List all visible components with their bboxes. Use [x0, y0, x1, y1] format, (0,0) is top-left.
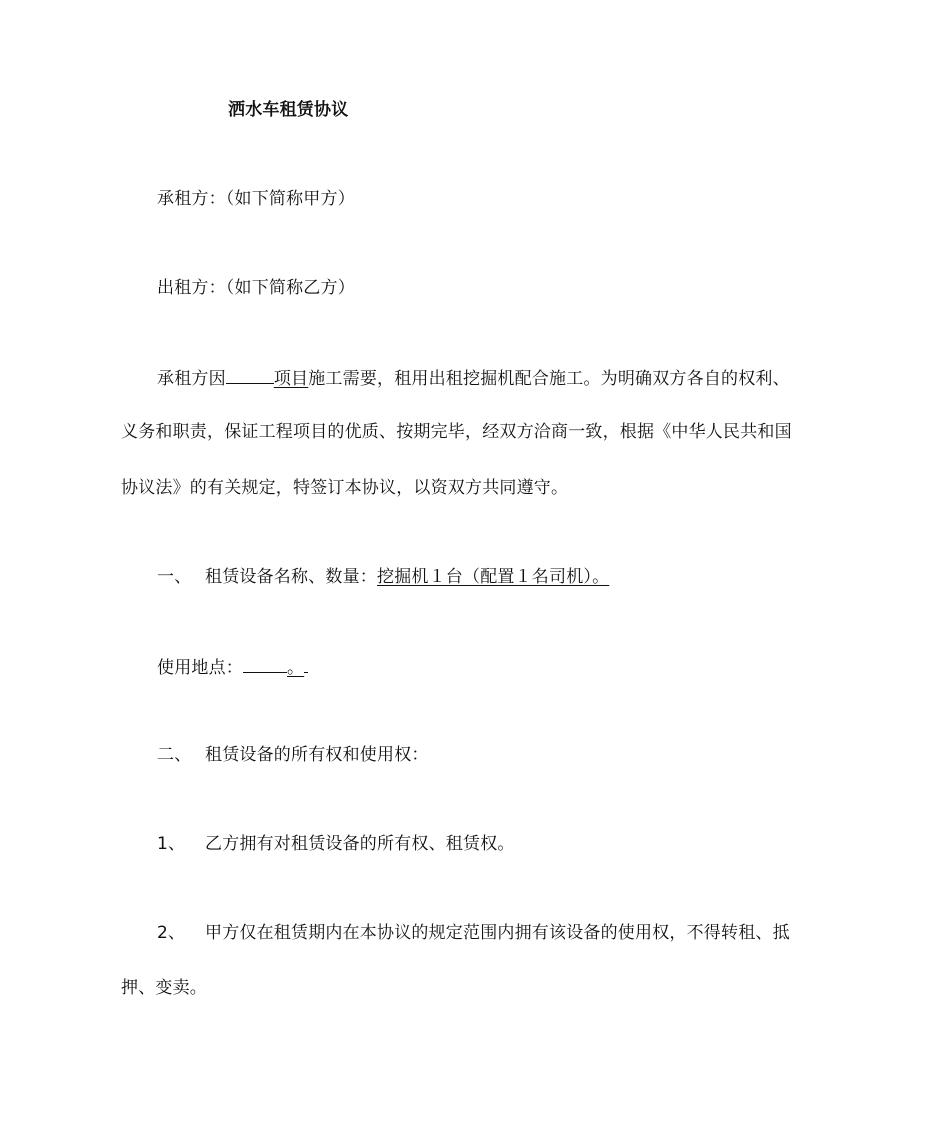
intro-project-word: 项目: [273, 369, 309, 389]
intro-line-1: [157, 365, 790, 391]
section-1-number: 一、: [157, 567, 192, 587]
intro-rest: 施工需要，租用出租挖掘机配合施工。为明确双方各自的权利、: [308, 369, 790, 389]
lessee-line: 承租方：（如下简称甲方）: [157, 189, 355, 209]
location-label: 使用地点：: [157, 658, 243, 678]
item-2-text: 甲方仅在租赁期内在本协议的规定范围内拥有该设备的使用权，不得转租、抵: [205, 923, 790, 943]
item-2-number: 2、: [157, 923, 186, 943]
item-1-number: 1、: [157, 834, 186, 854]
project-blank: [226, 365, 274, 384]
section-1: [157, 565, 609, 589]
section-1-label: 租赁设备名称、数量：: [205, 567, 377, 587]
section-2: [157, 743, 429, 767]
section-2-label: 租赁设备的所有权和使用权：: [205, 745, 429, 765]
item-1-text: 乙方拥有对租赁设备的所有权、租赁权。: [205, 834, 515, 854]
lessor-line: 出租方：（如下简称乙方）: [157, 278, 355, 298]
document-title: 洒水车租赁协议: [228, 100, 349, 120]
intro-line-2: 义务和职责，保证工程项目的优质、按期完毕，经双方洽商一致，根据《中华人民共和国: [121, 422, 792, 442]
intro-line-3: 协议法》的有关规定，特签订本协议，以资双方共同遵守。: [121, 478, 569, 498]
location-blank: [243, 654, 287, 673]
item-2-line-1: [157, 921, 790, 945]
location-blank-tail: [304, 654, 308, 673]
item-2-line-2: 押、变卖。: [121, 978, 207, 998]
location-line: [157, 654, 308, 680]
section-1-value: 挖掘机１台（配置１名司机）。: [377, 567, 610, 587]
item-1: [157, 832, 515, 856]
location-suffix: 。: [287, 658, 305, 678]
intro-prefix: 承租方因: [157, 369, 226, 389]
section-2-number: 二、: [157, 745, 192, 765]
